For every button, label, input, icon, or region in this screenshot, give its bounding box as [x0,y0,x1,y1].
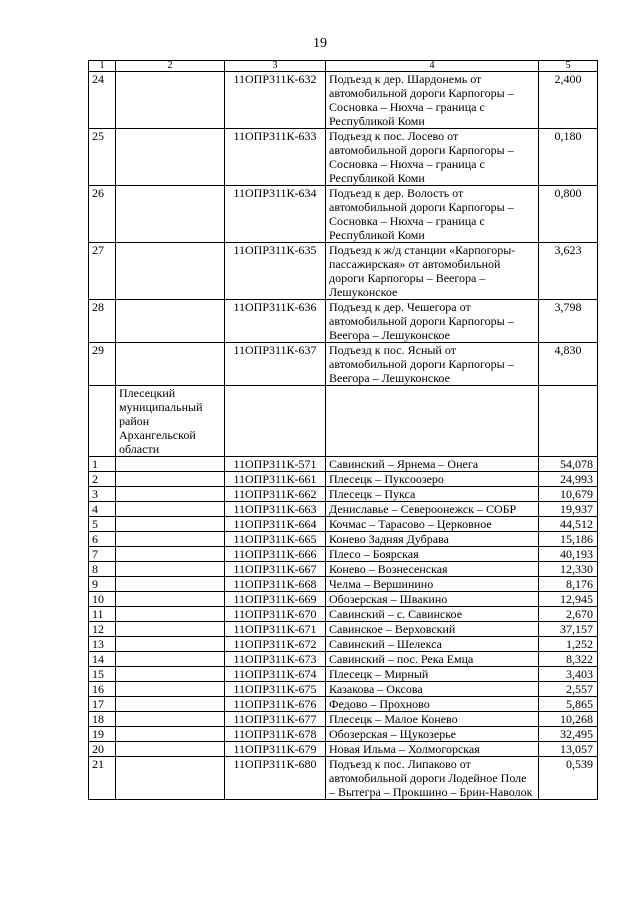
road-length: 12,945 [539,592,598,607]
row-number: 29 [89,343,116,386]
road-code: 11ОПР311К-632 [225,72,326,129]
road-name: Федово – Прохново [326,697,539,712]
district-header-row [89,386,598,457]
road-length: 0,539 [539,757,598,800]
district-cell [116,727,225,742]
road-name: Казакова – Оксова [326,682,539,697]
district-cell [116,343,225,386]
road-name: Обозерская – Швакино [326,592,539,607]
district-cell [116,577,225,592]
road-code: 11ОПР311К-637 [225,343,326,386]
column-numbers-row [89,61,598,72]
road-length: 3,623 [539,243,598,300]
row-number: 17 [89,697,116,712]
table-row [89,667,598,682]
column-number: 2 [116,61,225,72]
column-number: 3 [225,61,326,72]
district-cell [116,487,225,502]
road-length: 2,557 [539,682,598,697]
road-name: Новая Ильма – Холмогорская [326,742,539,757]
row-number: 11 [89,607,116,622]
row-number: 9 [89,577,116,592]
road-length: 37,157 [539,622,598,637]
road-code: 11ОПР311К-679 [225,742,326,757]
road-name: Плесо – Боярская [326,547,539,562]
table-row [89,547,598,562]
district-cell [116,502,225,517]
table-row [89,577,598,592]
road-code: 11ОПР311К-665 [225,532,326,547]
road-code: 11ОПР311К-571 [225,457,326,472]
table-row [89,457,598,472]
road-name: Савинский – с. Савинское [326,607,539,622]
table-row [89,72,598,129]
road-length: 2,670 [539,607,598,622]
row-number: 15 [89,667,116,682]
row-number: 24 [89,72,116,129]
road-code: 11ОПР311К-667 [225,562,326,577]
row-number: 21 [89,757,116,800]
table-row [89,243,598,300]
road-code: 11ОПР311К-675 [225,682,326,697]
road-code: 11ОПР311К-670 [225,607,326,622]
road-code: 11ОПР311К-633 [225,129,326,186]
road-code: 11ОПР311К-669 [225,592,326,607]
district-cell [116,72,225,129]
table-row [89,502,598,517]
district-cell [116,300,225,343]
road-length: 8,176 [539,577,598,592]
row-number [89,386,116,457]
road-code: 11ОПР311К-664 [225,517,326,532]
road-length: 15,186 [539,532,598,547]
row-number: 2 [89,472,116,487]
district-cell [116,517,225,532]
road-code: 11ОПР311К-671 [225,622,326,637]
district-cell [116,532,225,547]
road-name: Обозерская – Щукозерье [326,727,539,742]
row-number: 18 [89,712,116,727]
road-name: Конево – Вознесенская [326,562,539,577]
district-cell [116,652,225,667]
row-number: 10 [89,592,116,607]
table-row [89,712,598,727]
road-code: 11ОПР311К-674 [225,667,326,682]
road-length: 5,865 [539,697,598,712]
district-cell [116,682,225,697]
row-number: 28 [89,300,116,343]
table-row [89,592,598,607]
row-number: 4 [89,502,116,517]
row-number: 1 [89,457,116,472]
road-length: 3,403 [539,667,598,682]
road-name: Подъезд к пос. Лосево от автомобильной дороги Карпогоры – Сосновка – Нюхча – граница с Республикой Коми [326,129,539,186]
table-row [89,622,598,637]
road-name: Дениславье – Североонежск – СОБР [326,502,539,517]
table-row [89,343,598,386]
road-name: Подъезд к дер. Чешегора от автомобильной дороги Карпогоры – Веегора – Лешуконское [326,300,539,343]
road-code: 11ОПР311К-661 [225,472,326,487]
road-name: Конево Задняя Дубрава [326,532,539,547]
row-number: 13 [89,637,116,652]
row-number: 20 [89,742,116,757]
road-name: Плесецк – Пукса [326,487,539,502]
roads-table [88,60,598,800]
road-code: 11ОПР311К-634 [225,186,326,243]
table-row [89,757,598,800]
column-number: 5 [539,61,598,72]
road-length: 0,800 [539,186,598,243]
column-number: 1 [89,61,116,72]
road-code [225,386,326,457]
road-length: 54,078 [539,457,598,472]
road-length: 2,400 [539,72,598,129]
table-row [89,637,598,652]
road-code: 11ОПР311К-635 [225,243,326,300]
district-cell [116,622,225,637]
row-number: 3 [89,487,116,502]
district-cell [116,697,225,712]
road-code: 11ОПР311К-677 [225,712,326,727]
road-code: 11ОПР311К-666 [225,547,326,562]
row-number: 14 [89,652,116,667]
district-cell [116,592,225,607]
district-cell [116,472,225,487]
road-length: 12,330 [539,562,598,577]
row-number: 6 [89,532,116,547]
district-cell [116,562,225,577]
road-length: 1,252 [539,637,598,652]
road-code: 11ОПР311К-678 [225,727,326,742]
table-row [89,532,598,547]
table-row [89,517,598,532]
table-row [89,727,598,742]
table-row [89,487,598,502]
district-cell [116,667,225,682]
row-number: 27 [89,243,116,300]
district-cell [116,757,225,800]
road-name: Савинский – Шелекса [326,637,539,652]
road-code: 11ОПР311К-662 [225,487,326,502]
road-length: 3,798 [539,300,598,343]
row-number: 7 [89,547,116,562]
row-number: 19 [89,727,116,742]
column-number: 4 [326,61,539,72]
row-number: 8 [89,562,116,577]
district-cell [116,637,225,652]
table-row [89,652,598,667]
row-number: 12 [89,622,116,637]
table-row [89,129,598,186]
road-length: 0,180 [539,129,598,186]
road-length: 13,057 [539,742,598,757]
road-length: 10,268 [539,712,598,727]
road-code: 11ОПР311К-663 [225,502,326,517]
road-name: Плесецк – Мирный [326,667,539,682]
district-cell [116,129,225,186]
road-length: 44,512 [539,517,598,532]
table-row [89,607,598,622]
district-cell [116,457,225,472]
road-name: Подъезд к пос. Липаково от автомобильной дороги Лодейное Поле – Вытегра – Прокшино – Брин-Наволок [326,757,539,800]
road-code: 11ОПР311К-672 [225,637,326,652]
road-name: Подъезд к дер. Волость от автомобильной дороги Карпогоры – Сосновка – Нюхча – граница с Республикой Коми [326,186,539,243]
district-cell [116,607,225,622]
table-row [89,562,598,577]
row-number: 25 [89,129,116,186]
road-name: Плесецк – Малое Конево [326,712,539,727]
road-code: 11ОПР311К-680 [225,757,326,800]
district-cell [116,186,225,243]
road-name: Подъезд к дер. Шардонемь от автомобильной дороги Карпогоры – Сосновка – Нюхча – граница с Республикой Коми [326,72,539,129]
road-name: Савинское – Верховский [326,622,539,637]
road-length: 4,830 [539,343,598,386]
road-code: 11ОПР311К-676 [225,697,326,712]
road-name: Кочмас – Тарасово – Церковное [326,517,539,532]
district-cell [116,243,225,300]
road-name: Савинский – Ярнема – Онега [326,457,539,472]
road-length: 32,495 [539,727,598,742]
row-number: 16 [89,682,116,697]
road-length: 19,937 [539,502,598,517]
row-number: 5 [89,517,116,532]
table-row [89,186,598,243]
district-header: Плесецкий муниципальный район Архангельской области [116,386,225,457]
row-number: 26 [89,186,116,243]
road-name: Подъезд к ж/д станции «Карпогоры-пассажирская» от автомобильной дороги Карпогоры – Веегора – Лешуконское [326,243,539,300]
road-code: 11ОПР311К-668 [225,577,326,592]
road-name: Плесецк – Пуксоозеро [326,472,539,487]
road-length [539,386,598,457]
road-code: 11ОПР311К-636 [225,300,326,343]
table-row [89,697,598,712]
road-name: Подъезд к пос. Ясный от автомобильной дороги Карпогоры – Веегора – Лешуконское [326,343,539,386]
table-row [89,300,598,343]
road-length: 40,193 [539,547,598,562]
page-number: 19 [313,36,327,51]
road-name: Савинский – пос. Река Емца [326,652,539,667]
table-row [89,472,598,487]
road-code: 11ОПР311К-673 [225,652,326,667]
district-cell [116,547,225,562]
road-length: 8,322 [539,652,598,667]
road-length: 10,679 [539,487,598,502]
district-cell [116,742,225,757]
road-length: 24,993 [539,472,598,487]
district-cell [116,712,225,727]
table-row [89,682,598,697]
table-row [89,742,598,757]
road-name: Челма – Вершинино [326,577,539,592]
road-name [326,386,539,457]
